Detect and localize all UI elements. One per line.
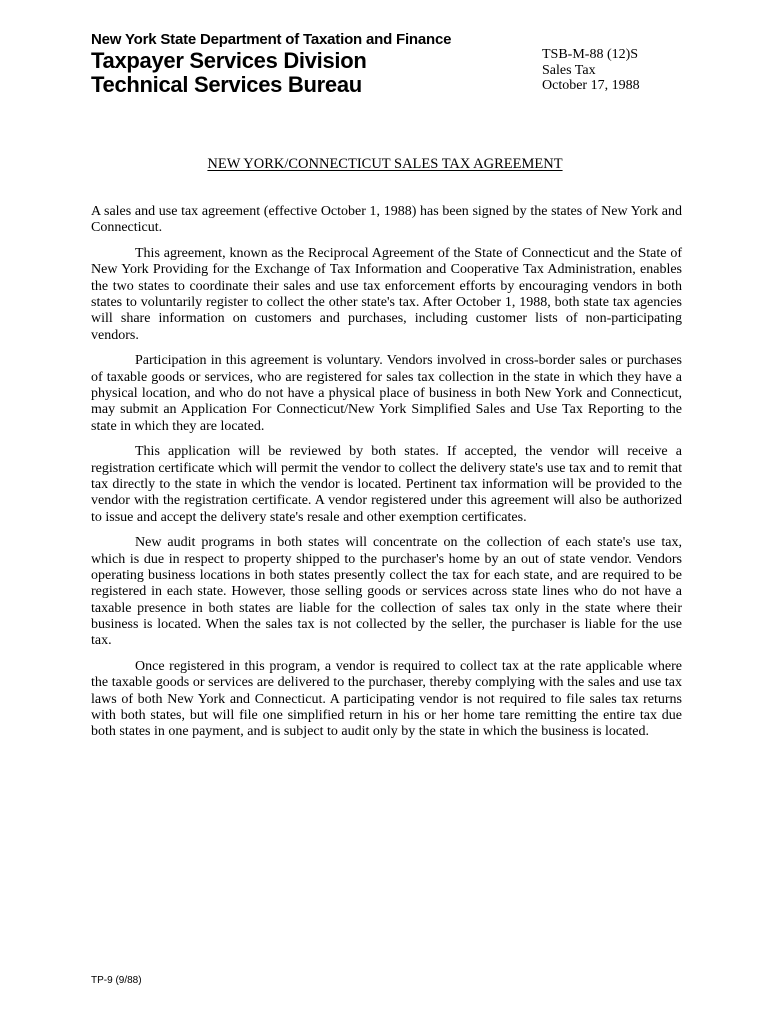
document-number: TSB-M-88 (12)S [542,47,639,62]
department-name: New York State Department of Taxation and Finance [91,31,452,48]
paragraph-participation: Participation in this agreement is voluntary. Vendors involved in cross-border sales or purchases of taxable goods or services, who are registered for sales tax collection in the state in which they have a physical location, and who do not have a physical place of business in both New York and Connecticut, may submit an Application For Connecticut/New York Simplified Sales and Use Tax Reporting to the state in which they are located. [91,353,682,434]
paragraph-intro: A sales and use tax agreement (effective October 1, 1988) has been signed by the states of New York and Connecticut. [91,204,682,236]
document-date: October 17, 1988 [542,78,640,93]
document-reference [542,47,640,94]
division-name: Taxpayer Services Division [91,48,367,73]
paragraph-registration: Once registered in this program, a vendor is required to collect tax at the rate applicable where the taxable goods or services are delivered to the purchaser, thereby complying with the sales and use tax laws of both New York and Connecticut. A participating vendor is not required to file sales tax returns with both states, but will file one simplified return in his or her home tare remitting the entire tax due both states in one payment, and is subject to audit only by the state in which the business is located. [91,658,682,740]
page-title: NEW YORK/CONNECTICUT SALES TAX AGREEMENT [207,156,563,172]
paragraph-audit: New audit programs in both states will concentrate on the collection of each state's use tax, which is due in respect to property shipped to the purchaser's home by an out of state vendor. Vendors operating business locations in both states presently collect the tax for each state, and are required to be registered in each state. However, those selling goods or services across state lines who do not have a taxable presence in both states are liable for the collection of sales tax only in the state where their business is located. When the sales tax is not collected by the seller, the purchaser is liable for the use tax. [91,535,682,649]
paragraph-application: This application will be reviewed by both states. If accepted, the vendor will receive a registration certificate which will permit the vendor to collect the delivery state's use tax and to remit that tax directly to the state in which the vendor is located. Pertinent tax information will be provided to the vendor with the registration certificate. A vendor registered under this agreement will also be authorized to issue and accept the delivery state's resale and other exemption certificates. [91,444,682,525]
letterhead [91,31,451,97]
bureau-name: Technical Services Bureau [91,72,362,97]
document-body [91,204,682,750]
paragraph-agreement: This agreement, known as the Reciprocal Agreement of the State of Connecticut and the State of New York Providing for the Exchange of Tax Information and Cooperative Tax Administration, enables the two states to coordinate their sales and use tax enforcement efforts by encouraging vendors in both states to voluntarily register to collect the other state's tax. After October 1, 1988, both state tax agencies will share information on customers and purchases, including customer lists of non-participating vendors. [91,246,682,343]
document-category: Sales Tax [542,62,596,78]
form-identifier: TP-9 (9/88) [91,975,142,986]
